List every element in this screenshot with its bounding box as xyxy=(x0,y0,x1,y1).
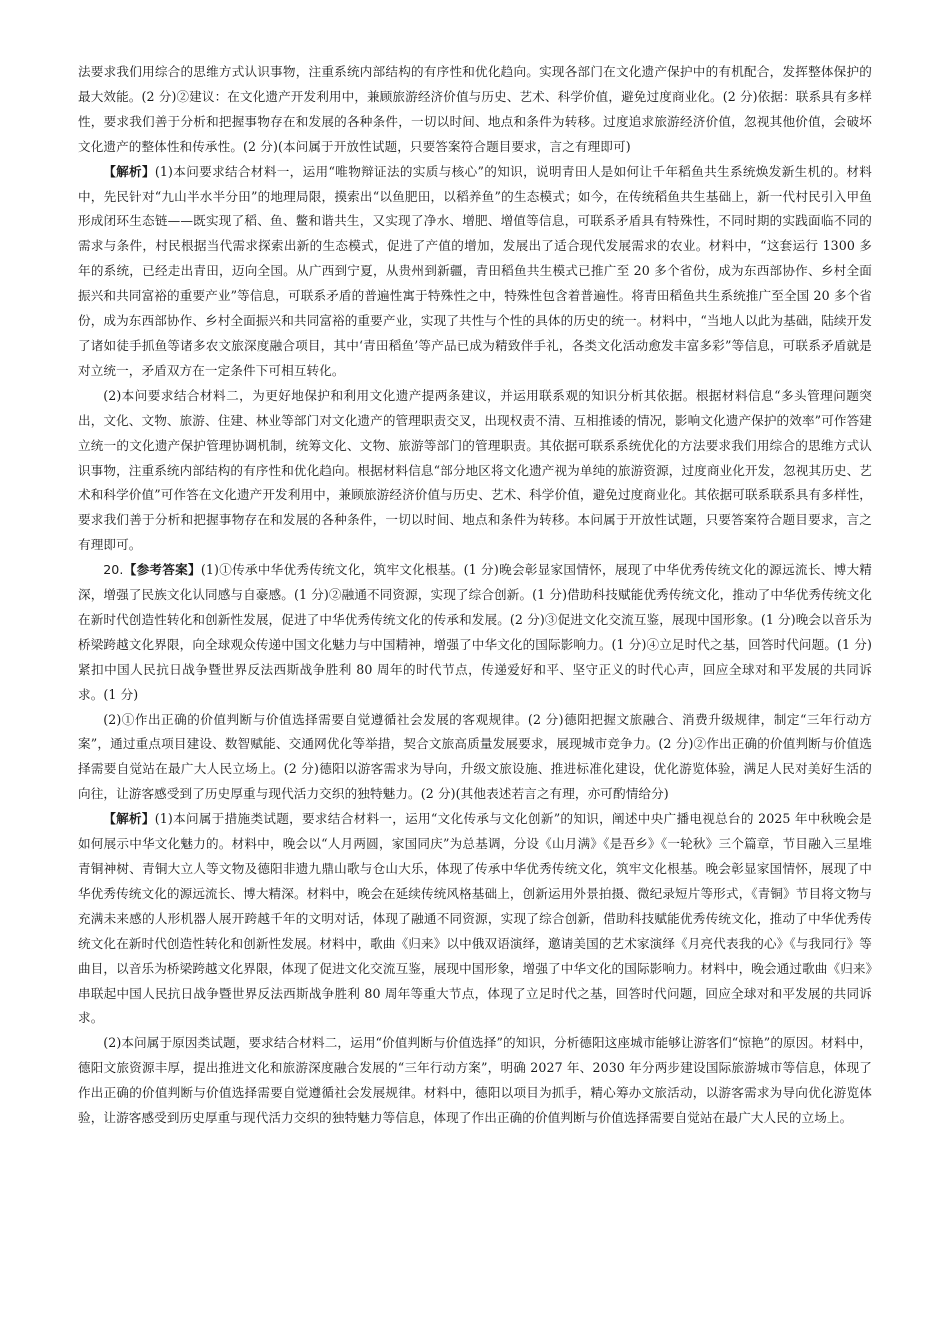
analysis-tag: 【解析】 xyxy=(103,163,155,179)
paragraph-text: (1)本问要求结合材料一，运用“唯物辩证法的实质与核心”的知识，说明青田人是如何让千年稻鱼共生系统焕发新生机的。材料中，先民针对“九山半水半分田”的地理局限，摸索出“以鱼肥田，以稻养鱼”的生态模式；如今，在传统稻鱼共生基础上，新一代村民引入甲鱼形成闭环生态链——既实现了稻、鱼、鳖和谐共生，又实现了净水、增肥、增值等信息，可联系矛盾具有特殊性，不同时期的实践面临不同的需求与条件，村民根据当代需求探索出新的生态模式，促进了产值的增加，发展出了适合现代发展需求的农业。材料中，“这套运行 1300 多年的系统，已经走出青田，迈向全国。从广西到宁夏，从贵州到新疆，青田稻鱼共生模式已推广至 20 多个省份，成为东西部协作、乡村全面振兴和共同富裕的重要产业”等信息，可联系矛盾的普遍性寓于特殊性之中，特殊性包含着普遍性。将青田稻鱼共生系统推广至全国 20 多个省份，成为东西部协作、乡村全面振兴和共同富裕的重要产业，实现了共性与个性的具体的历史的统一。材料中，“当地人以此为基础，陆续开发了诸如徒手抓鱼等诸多农文旅深度融合项目，其中‘青田稻鱼’等产品已成为精致伴手礼，各类文化活动愈发丰富多彩”等信息，可联系矛盾就是对立统一，矛盾双方在一定条件下可相互转化。 xyxy=(78,163,873,378)
reference-answer-tag: 【参考答案】 xyxy=(123,562,201,578)
analysis-tag: 【解析】 xyxy=(103,811,155,827)
paragraph-text: (2)①作出正确的价值判断与价值选择需要自觉遵循社会发展的客观规律。(2 分)德阳把握文旅融合、消费升级规律，制定“三年行动方案”，通过重点项目建设、数智赋能、交通网优化等举措，契合文旅高质量发展要求，展现城市竞争力。(2 分)②作出正确的价值判断与价值选择需要自觉站在最广大人民立场上。(2 分)德阳以游客需求为导向，升级文旅设施、推进标准化建设，优化游览体验，满足人民对美好生活的向往，让游客感受到了历史厚重与现代活力交织的独特魅力。(2 分)(其他表述若言之有理，亦可酌情给分) xyxy=(78,711,872,802)
paragraph-text: (2)本问要求结合材料二，为更好地保护和利用文化遗产提两条建议，并运用联系观的知识分析其依据。根据材料信息“多头管理问题突出，文化、文物、旅游、住建、林业等部门对文化遗产的管理职责交叉，出现权责不清、互相推诿的情况，影响文化遗产保护的效率”可作答建立统一的文化遗产保护管理协调机制，统筹文化、文物、旅游等部门的管理职责。其依据可联系系统优化的方法要求我们用综合的思维方式认识事物，注重系统内部结构的有序性和优化趋向。根据材料信息“部分地区将文化遗产视为单纯的旅游资源，过度商业化开发，忽视其历史、艺术和科学价值”可作答在文化遗产开发利用中，兼顾旅游经济价值与历史、艺术、科学价值，避免过度商业化。其依据可联系联系具有多样性，要求我们善于分析和把握事物存在和发展的各种条件，一切以时间、地点和条件为转移。本问属于开放性试题，只要答案符合题目要求，言之有理即可。 xyxy=(78,387,872,553)
paragraph-text: (1)本问属于措施类试题，要求结合材料一，运用“文化传承与文化创新”的知识，阐述中央广播电视总台的 2025 年中秋晚会是如何展示中华文化魅力的。材料中，晚会以“人月两圆，家国同庆”为总基调，分设《山月满》《是吾乡》《一轮秋》三个篇章，节目融入三星堆青铜神树、青铜大立人等文物及德阳非遗九鼎山歌与仓山大乐，体现了传承中华优秀传统文化，筑牢文化根基。晚会彰显家国情怀，展现了中华优秀传统文化的源远流长、博大精深。材料中，晚会在延续传统风格基础上，创新运用外景拍摄、微纪录短片等形式，《青铜》节目将文物与充满未来感的人形机器人展开跨越千年的文明对话，体现了融通不同资源，实现了综合创新，借助科技赋能优秀传统文化，推动了中华优秀传统文化在新时代创造性转化和创新性发展。材料中，歌曲《归来》以中俄双语演绎，邀请美国的艺术家演绎《月亮代表我的心》《与我同行》等曲目，以音乐为桥梁跨越文化界限，体现了促进文化交流互鉴，展现中国形象，增强了中华文化的国际影响力。材料中，晚会通过歌曲《归来》串联起中国人民抗日战争暨世界反法西斯战争胜利 80 周年等重大节点，体现了立足时代之基，回答时代问题，回应全球对和平发展的共同诉求。 xyxy=(78,811,873,1026)
paragraph-analysis-20-part2 xyxy=(78,1031,872,1131)
paragraph-text: 法要求我们用综合的思维方式认识事物，注重系统内部结构的有序性和优化趋向。实现各部门在文化遗产保护中的有机配合，发挥整体保护的最大效能。(2 分)②建议：在文化遗产开发利用中，兼顾旅游经济价值与历史、艺术、科学价值，避免过度商业化。(2 分)依据：联系具有多样性，要求我们善于分析和把握事物存在和发展的各种条件，一切以时间、地点和条件为转移。过度追求旅游经济价值，忽视其他价值，会破坏文化遗产的整体性和传承性。(2 分)(本问属于开放性试题，只要答案符合题目要求，言之有理即可) xyxy=(78,64,872,154)
paragraph-text: (2)本问属于原因类试题，要求结合材料二，运用“价值判断与价值选择”的知识，分析德阳这座城市能够让游客们“惊艳”的原因。材料中，德阳文旅资源丰厚，提出推进文化和旅游深度融合发展的“三年行动方案”，明确 2027 年、2030 年分两步建设国际旅游城市等信息，体现了作出正确的价值判断与价值选择需要自觉遵循社会发展规律。材料中，德阳以项目为抓手，精心筹办文旅活动，以游客需求为导向优化游览体验，让游客感受到历史厚重与现代活力交织的独特魅力等信息，体现了作出正确的价值判断与价值选择需要自觉站在最广大人民的立场上。 xyxy=(78,1035,872,1126)
paragraph-analysis-20 xyxy=(78,807,872,1031)
paragraph-analysis-19 xyxy=(78,160,872,384)
paragraph-continuation xyxy=(78,60,872,160)
paragraph-text: (1)①传承中华优秀传统文化，筑牢文化根基。(1 分)晚会彰显家国情怀，展现了中华优秀传统文化的源远流长、博大精深，增强了民族文化认同感与自豪感。(1 分)②融通不同资源，实现了综合创新。(1 分)借助科技赋能优秀传统文化，推动了中华优秀传统文化在新时代创造性转化和创新性发展，促进了中华优秀传统文化的传承和发展。(2 分)③促进文化交流互鉴，展现中国形象。(1 分)晚会以音乐为桥梁跨越文化界限，向全球观众传递中国文化魅力与中国精神，增强了中华文化的国际影响力。(1 分)④立足时代之基，回答时代问题。(1 分)紧扣中国人民抗日战争暨世界反法西斯战争胜利 80 周年的时代节点，传递爱好和平、坚守正义的时代心声，回应全球对和平发展的共同诉求。(1 分) xyxy=(78,562,873,702)
paragraph-answer-20 xyxy=(78,558,872,707)
paragraph-analysis-19-part2 xyxy=(78,384,872,558)
paragraph-answer-20-part2 xyxy=(78,708,872,808)
answer-page xyxy=(78,60,872,1131)
question-number: 20. xyxy=(103,562,124,578)
